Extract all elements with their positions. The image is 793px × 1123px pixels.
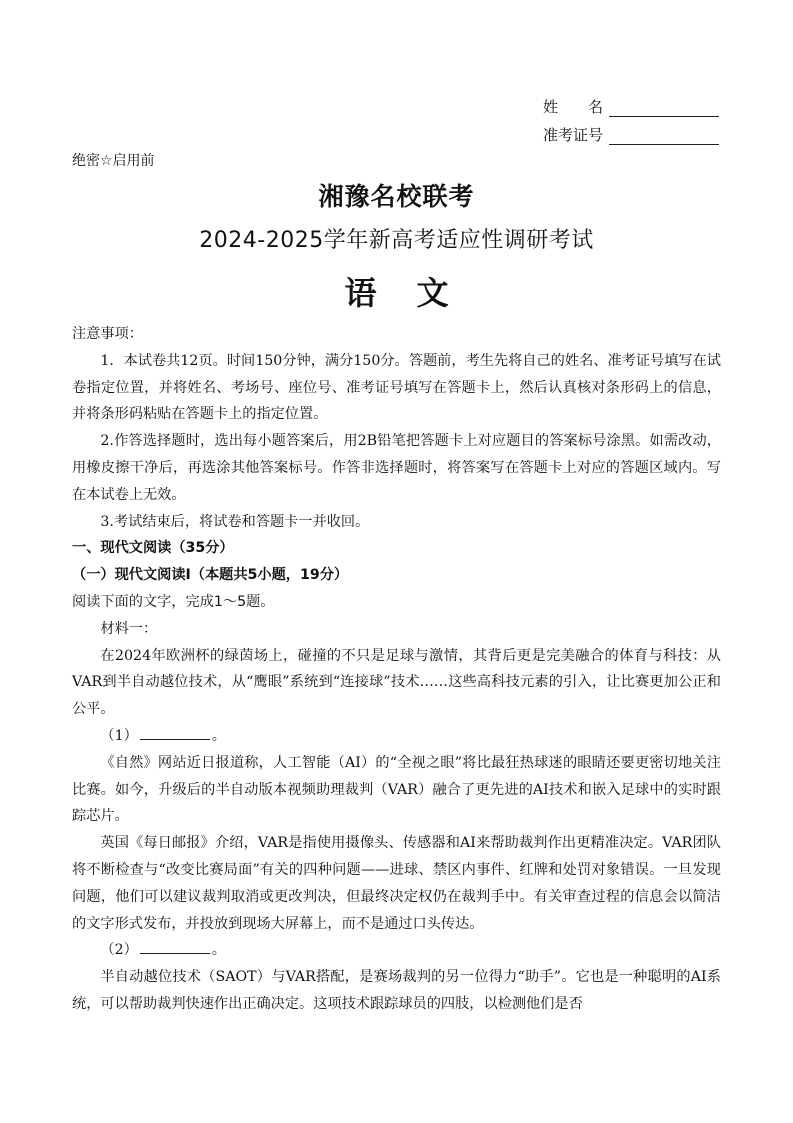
section-subheading: （一）现代文阅读Ⅰ（本题共5小题，19分） xyxy=(72,567,349,584)
passage-paragraph-4: 半自动越位技术（SAOT）与VAR搭配，是赛场裁判的另一位得力“助手”。它也是一种聪明的AI系统，可以帮助裁判快速作出正确决定。这项技术跟踪球员的四肢，以检测他们是否 xyxy=(72,969,721,1012)
material-label: 材料一： xyxy=(100,620,158,637)
blank-2-end: 。 xyxy=(211,942,226,959)
exam-number-blank-line[interactable] xyxy=(609,129,719,145)
notice-heading: 注意事项： xyxy=(72,326,143,342)
blank-question-2 xyxy=(72,937,721,964)
blank-1-label: （1） xyxy=(100,727,138,744)
passage-paragraph-1: 在2024年欧洲杯的绿茵场上，碰撞的不只是足球与激情，其背后更是完美融合的体育与科技：从VAR到半自动越位技术，从“鹰眼”系统到“连接球”技术……这些高科技元素的引入，让比赛更加公正和公平。 xyxy=(72,647,721,718)
name-blank-line[interactable] xyxy=(609,101,719,117)
section-heading: 一、现代文阅读（35分） xyxy=(72,540,234,557)
secret-label: 绝密☆启用前 xyxy=(72,153,155,169)
subject-title: 语文 xyxy=(344,274,489,312)
blank-question-1 xyxy=(72,723,721,750)
candidate-name-field[interactable] xyxy=(543,96,719,117)
name-label: 姓 名 xyxy=(543,98,604,116)
blank-1-line[interactable] xyxy=(140,725,210,740)
passage-paragraph-3: 英国《每日邮报》介绍，VAR是指使用摄像头、传感器和AI来帮助裁判作出更精准决定。VAR团队将不断检查与“改变比赛局面”有关的四种问题——进球、禁区内事件、红牌和处罚对象错误。一旦发现问题，他们可以建议裁判取消或更改判决，但最终决定权仍在裁判手中。有关审查过程的信息会以简洁的文字形式发布，并投放到现场大屏幕上，而不是通过口头传达。 xyxy=(72,835,721,932)
blank-2-label: （2） xyxy=(100,942,138,959)
exam-number-field[interactable] xyxy=(543,124,719,145)
notice-item-2: 2.作答选择题时，选出每小题答案后，用2B铅笔把答题卡上对应题目的答案标号涂黑。如需改动，用橡皮擦干净后，再选涂其他答案标号。作答非选择题时，将答案写在答题卡上对应的答题区域内。写在本试卷上无效。 xyxy=(72,433,721,503)
reading-instruction: 阅读下面的文字，完成1～5题。 xyxy=(72,593,275,610)
exam-number-label: 准考证号 xyxy=(543,126,604,144)
notice-item-3: 3.考试结束后，将试卷和答题卡一并收回。 xyxy=(100,513,370,530)
notice-block xyxy=(72,321,721,1018)
notice-item-1: 1．本试卷共12页。时间150分钟，满分150分。答题前，考生先将自己的姓名、准考证号填写在试卷指定位置，并将姓名、考场号、座位号、准考证号填写在答题卡上，然后认真核对条形码上的信息，并将条形码粘贴在答题卡上的指定位置。 xyxy=(72,352,721,423)
exam-org-title: 湘豫名校联考 xyxy=(318,182,475,211)
blank-2-line[interactable] xyxy=(140,939,210,954)
exam-name-title: 2024-2025学年新高考适应性调研考试 xyxy=(199,228,594,253)
blank-1-end: 。 xyxy=(211,727,226,744)
passage-paragraph-2: 《自然》网站近日报道称，人工智能（AI）的“全视之眼”将比最狂热球迷的眼睛还要更密切地关注比赛。如今，升级后的半自动版本视频助理裁判（VAR）融合了更先进的AI技术和嵌入足球中的实时跟踪芯片。 xyxy=(72,754,721,825)
